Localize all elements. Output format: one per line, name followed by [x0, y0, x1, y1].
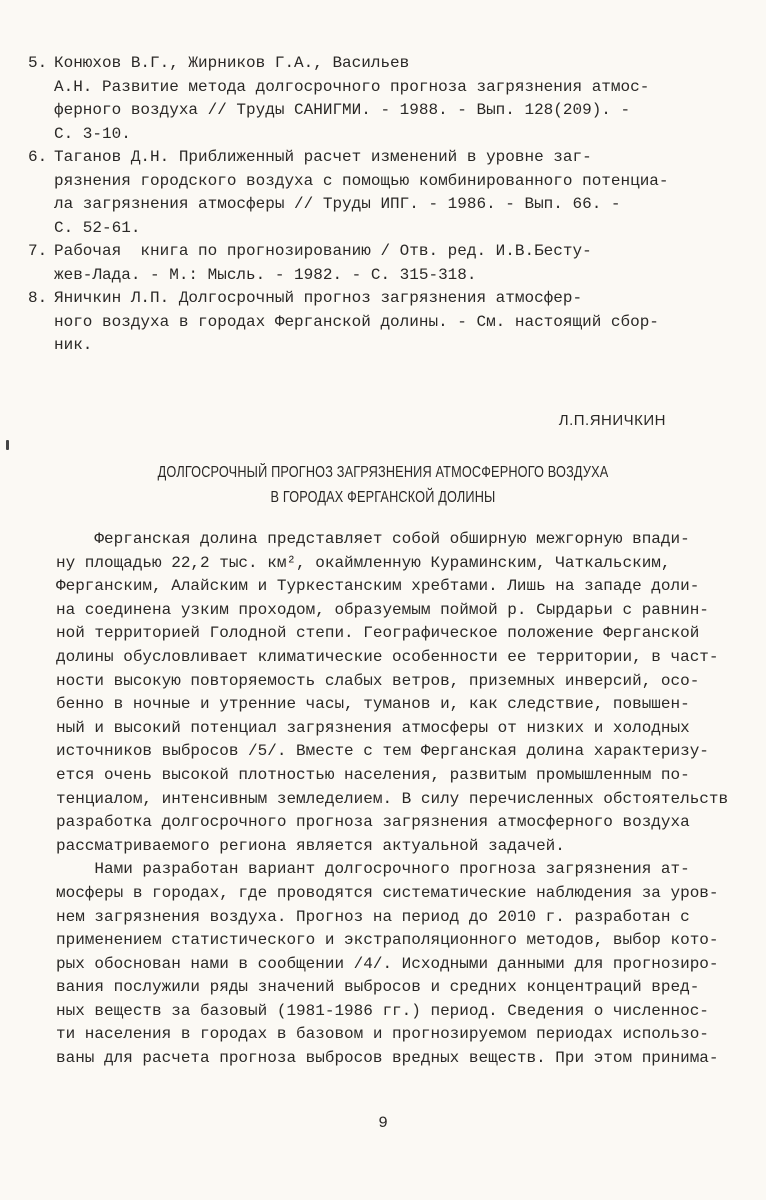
body-line: нем загрязнения воздуха. Прогноз на период до 2010 г. разработан с [56, 907, 690, 926]
page-number: 9 [378, 1114, 388, 1132]
reference-text [54, 287, 728, 358]
reference-line: ник. [54, 336, 93, 354]
reference-number: 7. [28, 242, 48, 260]
reference-item [28, 146, 728, 240]
body-line: ный и высокий потенциал загрязнения атмосферы от низких и холодных [56, 718, 690, 737]
body-line: вания послужили ряды значений выбросов и средних концентраций вред- [56, 978, 700, 997]
body-line: ваны для расчета прогноза выбросов вредных веществ. При этом принима- [56, 1049, 719, 1068]
reference-item [28, 52, 728, 146]
reference-line: ного воздуха в городах Ферганской долины. - См. настоящий сбор- [54, 312, 659, 331]
reference-line: Конюхов В.Г., Жирников Г.А., Васильев [54, 54, 410, 72]
body-line: ной территорией Голодной степи. Географическое положение Ферганской [56, 624, 700, 643]
body-line: Ферганским, Алайским и Туркестанским хребтами. Лишь на западе доли- [56, 577, 700, 596]
reference-line: жев-Лада. - М.: Мысль. - 1982. - С. 315-318. [54, 265, 477, 284]
body-line: рассматриваемого региона является актуальной задачей. [56, 836, 565, 855]
body-line: долины обусловливает климатические особенности ее территории, в част- [56, 647, 719, 666]
reference-line: Яничкин Л.П. Долгосрочный прогноз загрязнения атмосфер- [54, 289, 583, 307]
body-line: ется очень высокой плотностью населения, развитым промышленным по- [56, 765, 690, 784]
margin-mark [6, 440, 9, 450]
article-title-line-2: В ГОРОДАХ ФЕРГАНСКОЙ ДОЛИНЫ [270, 489, 496, 506]
reference-list [28, 52, 728, 358]
body-line: рых обоснован нами в сообщении /4/. Исходными данными для прогнозиро- [56, 954, 719, 973]
reference-item [28, 240, 728, 287]
reference-line: Таганов Д.Н. Приближенный расчет изменений в уровне заг- [54, 148, 592, 166]
body-line: тенциалом, интенсивным земледелием. В силу перечисленных обстоятельств [56, 789, 729, 808]
body-line: источников выбросов /5/. Вместе с тем Ферганская долина характеризу- [56, 742, 709, 761]
body-line: бенно в ночные и утренние часы, туманов и, как следствие, повышен- [56, 695, 690, 714]
reference-line: ла загрязнения атмосферы // Труды ИПГ. - 1986. - Вып. 66. - [54, 195, 621, 213]
reference-line: рязнения городского воздуха с помощью комбинированного потенциа- [54, 171, 669, 190]
body-line: ну площадью 22,2 тыс. км², окаймленную Кураминским, Чаткальским, [56, 553, 671, 572]
body-line: на соединена узким проходом, образуемым поймой р. Сырдарьи с равнин- [56, 600, 709, 619]
reference-item [28, 287, 728, 358]
body-line: ности высокую повторяемость слабых ветров, приземных инверсий, осо- [56, 671, 700, 690]
reference-text [54, 52, 728, 146]
reference-number: 5. [28, 54, 48, 72]
body-line: мосферы в городах, где проводятся систематические наблюдения за уров- [56, 883, 719, 902]
article-title [69, 460, 697, 510]
reference-text [54, 240, 728, 287]
article-author: Л.П.ЯНИЧКИН [558, 412, 666, 429]
body-line: Нами разработан вариант долгосрочного прогноза загрязнения ат- [56, 860, 690, 879]
reference-line: ферного воздуха // Труды САНИГМИ. - 1988. - Вып. 128(209). - [54, 101, 631, 119]
body-line: Ферганская долина представляет собой обширную межгорную впади- [56, 530, 690, 548]
body-line: ти населения в городах в базовом и прогнозируемом периодах использо- [56, 1025, 709, 1044]
reference-line: Рабочая книга по прогнозированию / Отв. ред. И.В.Бесту- [54, 242, 592, 260]
reference-number: 6. [28, 148, 48, 166]
reference-line: А.Н. Развитие метода долгосрочного прогноза загрязнения атмос- [54, 77, 650, 96]
article-body [56, 528, 736, 1071]
body-line: разработка долгосрочного прогноза загрязнения атмосферного воздуха [56, 813, 690, 832]
body-line: применением статистического и экстраполяционного методов, выбор кото- [56, 931, 719, 950]
reference-line: С. 52-61. [54, 218, 141, 237]
reference-text [54, 146, 728, 240]
article-title-line-1: ДОЛГОСРОЧНЫЙ ПРОГНОЗ ЗАГРЯЗНЕНИЯ АТМОСФЕРНОГО ВОЗДУХА [157, 464, 609, 481]
reference-line: С. 3-10. [54, 124, 131, 143]
reference-number: 8. [28, 289, 48, 307]
body-line: ных веществ за базовый (1981-1986 гг.) период. Сведения о численнос- [56, 1001, 709, 1020]
